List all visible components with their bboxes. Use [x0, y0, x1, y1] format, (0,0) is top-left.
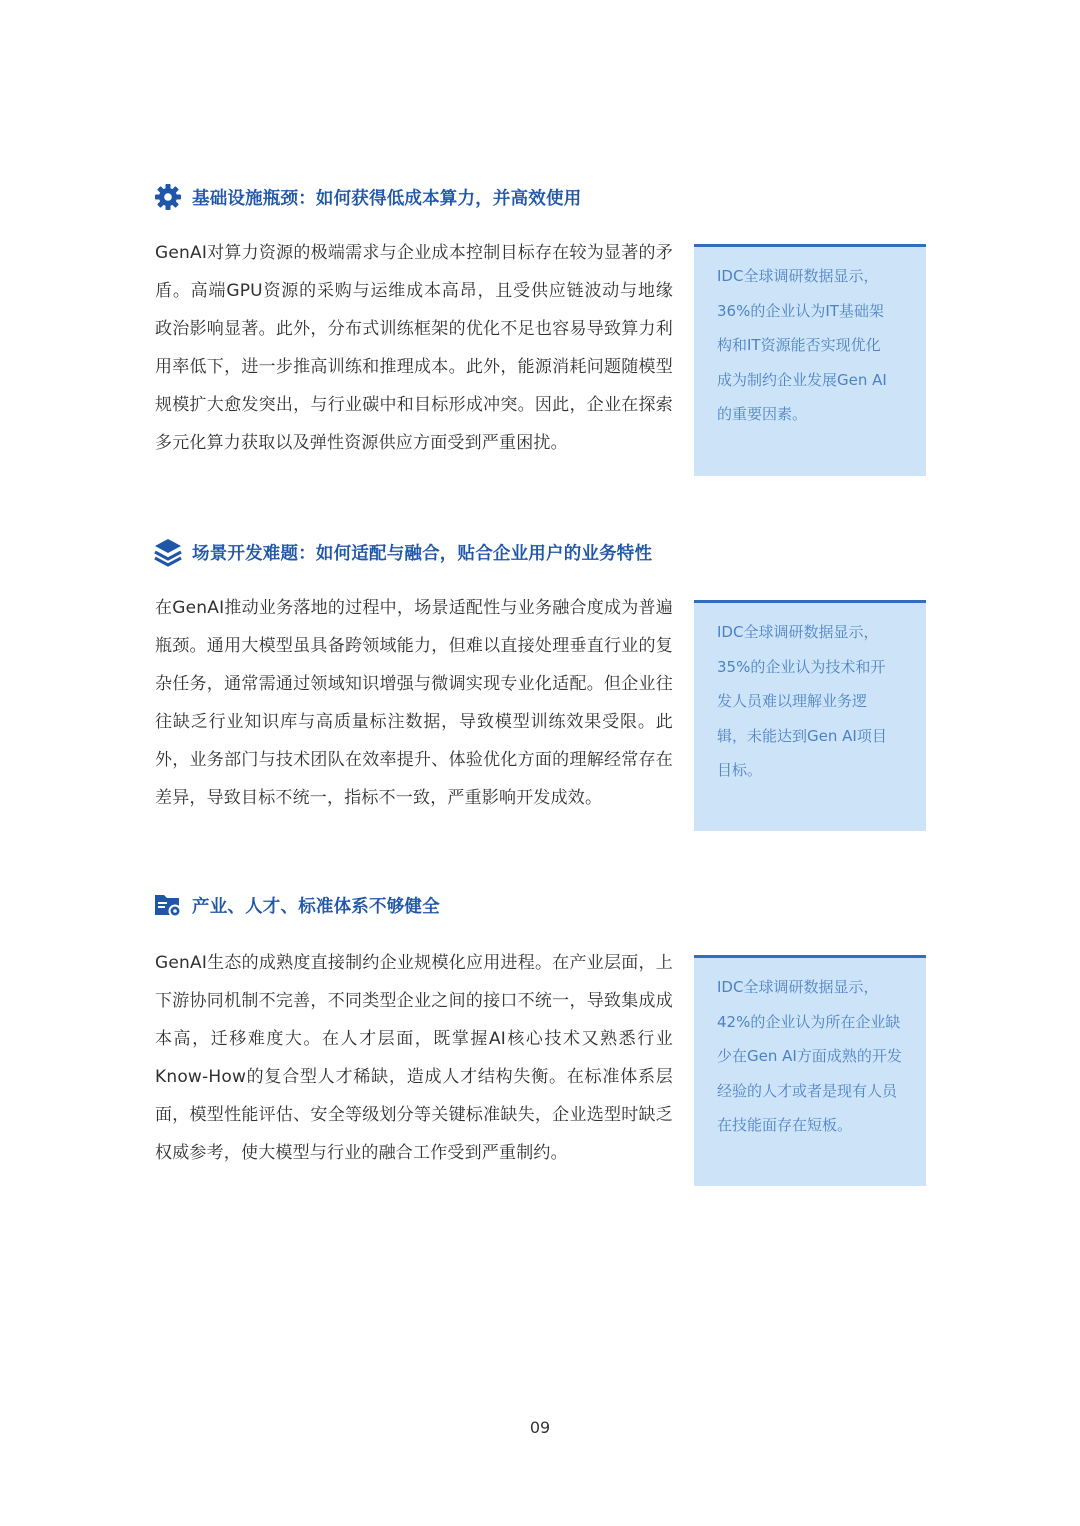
- section-heading-scenario: [153, 535, 652, 569]
- callout-text: IDC全球调研数据显示， 36%的企业认为IT基础架 构和IT资源能否实现优化 成为制约企业发展Gen AI 的重要因素。: [717, 267, 887, 423]
- section-body-text: GenAI生态的成熟度直接制约企业规模化应用进程。在产业层面，上下游协同机制不完善，不同类型企业之间的接口不统一，导致集成成本高，迁移难度大。在人才层面，既掌握AI核心技术又熟悉行业Know-How的复合型人才稀缺，造成人才结构失衡。在标准体系层面，模型性能评估、安全等级划分等关键标准缺失，企业选型时缺乏权威参考，使大模型与行业的融合工作受到严重制约。: [155, 953, 673, 1163]
- page-number: 09: [529, 1418, 551, 1437]
- stat-callout-box: [694, 955, 926, 1186]
- stat-callout-box: [694, 600, 926, 831]
- section-heading-ecosystem: [153, 888, 440, 922]
- folder-settings-icon: [153, 890, 183, 920]
- section-body-text: 在GenAI推动业务落地的过程中，场景适配性与业务融合度成为普遍瓶颈。通用大模型虽具备跨领域能力，但难以直接处理垂直行业的复杂任务，通常需通过领域知识增强与微调实现专业化适配。但企业往往缺乏行业知识库与高质量标注数据，导致模型训练效果受限。此外，业务部门与技术团队在效率提升、体验优化方面的理解经常存在差异，导致目标不统一，指标不一致，严重影响开发成效。: [155, 598, 673, 808]
- gear-icon: [153, 182, 183, 212]
- stat-callout-box: [694, 244, 926, 476]
- layers-icon: [153, 537, 183, 567]
- section-title: 产业、人才、标准体系不够健全: [192, 896, 440, 917]
- section-heading-infrastructure: [153, 180, 581, 214]
- callout-text: IDC全球调研数据显示， 42%的企业认为所在企业缺 少在Gen AI方面成熟的开发 经验的人才或者是现有人员 在技能面存在短板。: [717, 978, 902, 1134]
- section-title: 场景开发难题：如何适配与融合，贴合企业用户的业务特性: [192, 543, 653, 564]
- section-body-text: GenAI对算力资源的极端需求与企业成本控制目标存在较为显著的矛盾。高端GPU资源的采购与运维成本高昂，且受供应链波动与地缘政治影响显著。此外，分布式训练框架的优化不足也容易导致算力利用率低下，进一步推高训练和推理成本。此外，能源消耗问题随模型规模扩大愈发突出，与行业碳中和目标形成冲突。因此，企业在探索多元化算力获取以及弹性资源供应方面受到严重困扰。: [155, 243, 673, 453]
- section-title: 基础设施瓶颈：如何获得低成本算力，并高效使用: [192, 188, 582, 209]
- callout-text: IDC全球调研数据显示， 35%的企业认为技术和开 发人员难以理解业务逻 辑，未能达到Gen AI项目 目标。: [717, 623, 887, 779]
